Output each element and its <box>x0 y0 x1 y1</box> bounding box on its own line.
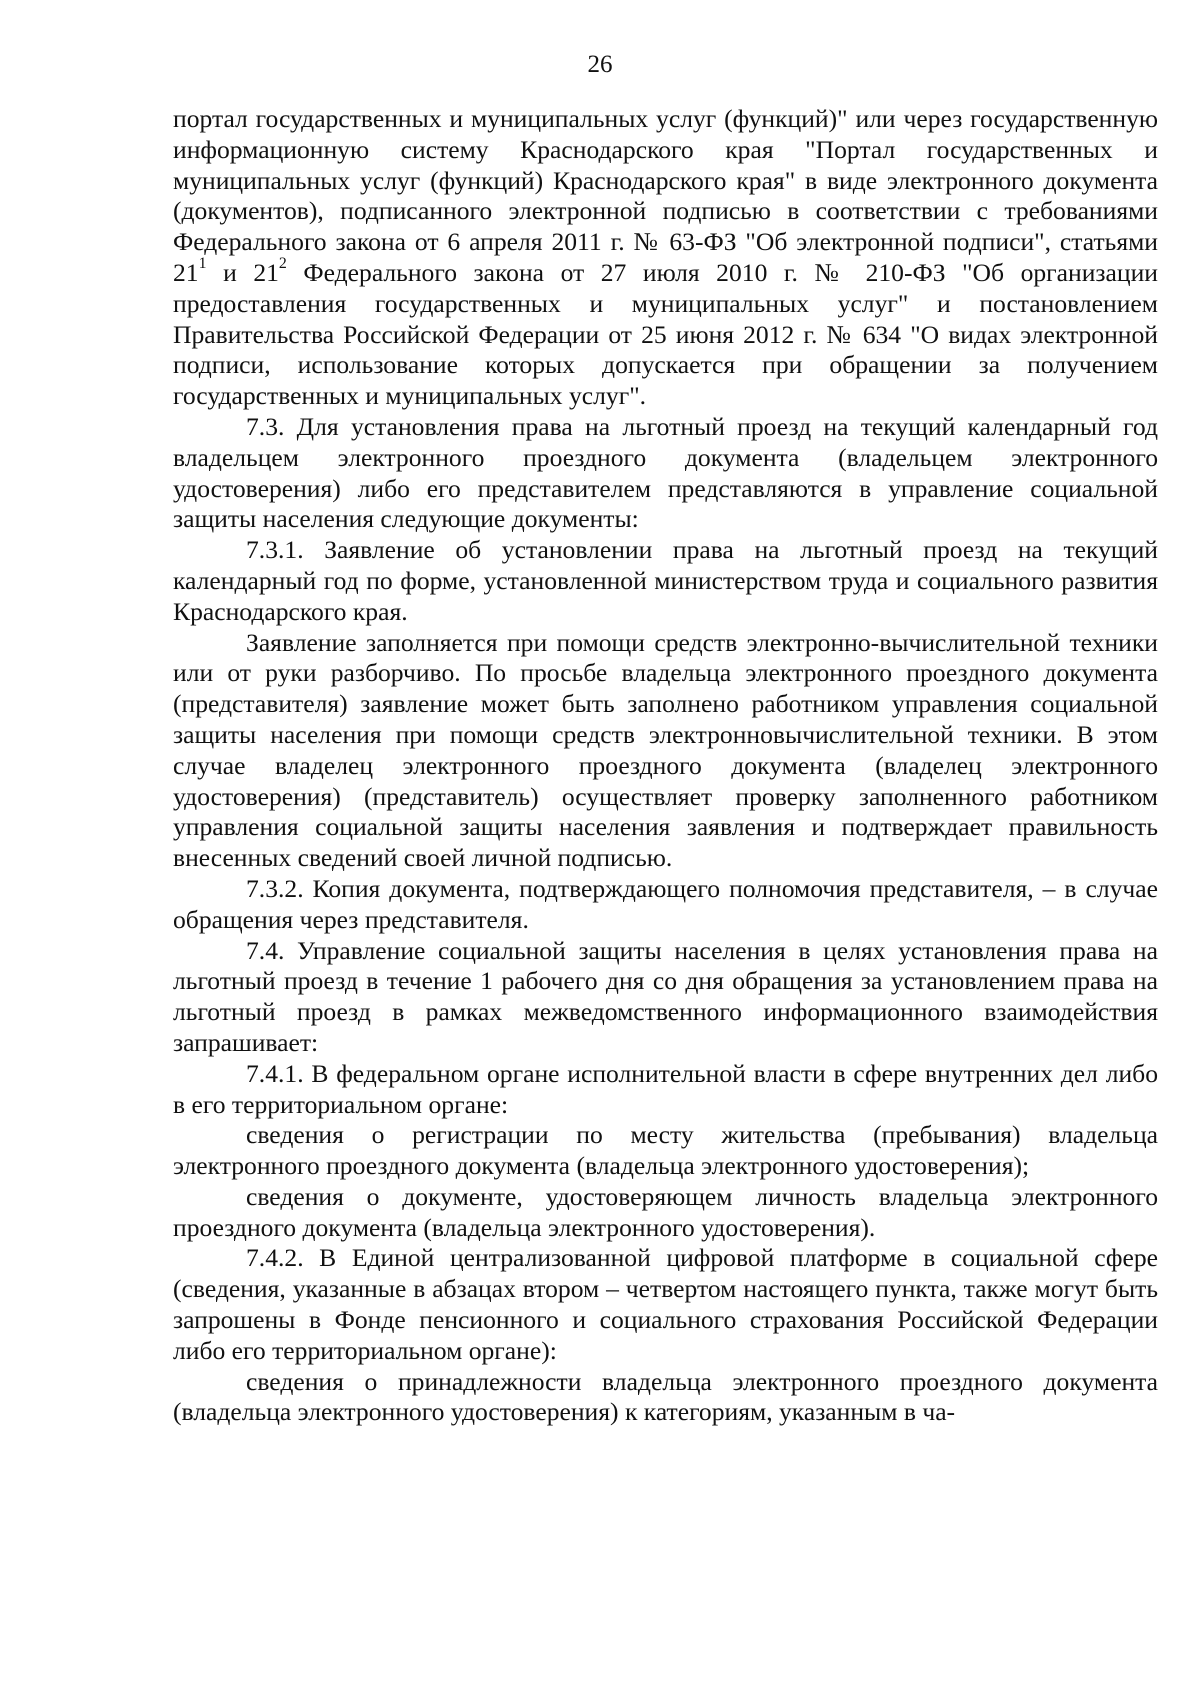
paragraph <box>173 1120 1158 1182</box>
paragraph <box>173 1182 1158 1244</box>
text-run: сведения о регистрации по месту жительства (пребывания) владельца электронного проездного документа (владельца электронного удостоверения); <box>173 1120 1158 1181</box>
paragraph <box>173 874 1158 936</box>
paragraph <box>173 628 1158 874</box>
body-text <box>173 104 1158 1428</box>
text-run: 7.3. Для установления права на льготный проезд на текущий календарный год владельцем электронного проездного документа (владельцем электронного удостоверения) либо его представителем представляются в управление социальной защиты населения следующие документы: <box>173 411 1158 534</box>
paragraph <box>173 104 1158 412</box>
text-run: и 21 <box>206 257 279 287</box>
text-run: 7.4.1. В федеральном органе исполнительной власти в сфере внутренних дел либо в его территориальном органе: <box>173 1058 1158 1119</box>
paragraph <box>173 1059 1158 1121</box>
page-number: 26 <box>587 51 613 78</box>
paragraph <box>173 1367 1158 1429</box>
paragraph <box>173 535 1158 627</box>
text-run: сведения о документе, удостоверяющем личность владельца электронного проездного документа (владельца электронного удостоверения). <box>173 1181 1158 1242</box>
text-run: Заявление заполняется при помощи средств электронно-вычислительной техники или от руки разборчиво. По просьбе владельца электронного проездного документа (представителя) заявление может быть заполнено работником управления социальной защиты населения при помощи средств электронновычислительной техники. В этом случае владелец электронного проездного документа (владелец электронного удостоверения) (представитель) осуществляет проверку заполненного работником управления социальной защиты населения заявления и подтверждает правильность внесенных сведений своей личной подписью. <box>173 627 1158 873</box>
paragraph <box>173 412 1158 535</box>
text-run: сведения о принадлежности владельца электронного проездного документа (владельца электронного удостоверения) к категориям, указанным в ча- <box>173 1366 1158 1427</box>
paragraph <box>173 1243 1158 1366</box>
paragraph <box>173 936 1158 1059</box>
superscript-index: 1 <box>198 255 207 273</box>
text-run: Федерального закона от 27 июля 2010 г. № 210-ФЗ "Об организации предоставления государственных и муниципальных услуг" и постановлением Правительства Российской Федерации от 25 июня 2012 г. № 634 "О видах электронной подписи, использование которых допускается при обращении за получением государственных и муниципальных услуг". <box>173 257 1158 411</box>
text-run: 7.3.1. Заявление об установлении права на льготный проезд на текущий календарный год по форме, установленной министерством труда и социального развития Краснодарского края. <box>173 535 1158 626</box>
text-run: портал государственных и муниципальных услуг (функций)" или через государственную информационную систему Краснодарского края "Портал государственных и муниципальных услуг (функций) Краснодарского края" в виде электронного документа (документов), подписанного электронной подписью в соответствии с требованиями Федерального закона от 6 апреля 2011 г. № 63-ФЗ "Об электронной подписи", статьями 21 <box>173 104 1158 287</box>
superscript-index: 2 <box>278 255 287 273</box>
text-run: 7.4. Управление социальной защиты населения в целях установления права на льготный проезд в течение 1 рабочего дня со дня обращения за установлением права на льготный проезд в рамках межведомственного информационного взаимодействия запрашивает: <box>173 935 1158 1057</box>
text-run: 7.4.2. В Единой централизованной цифровой платформе в социальной сфере (сведения, указанные в абзацах втором – четвертом настоящего пункта, также могут быть запрошены в Фонде пенсионного и социального страхования Российской Федерации либо его территориальном органе): <box>173 1243 1158 1365</box>
text-run: 7.3.2. Копия документа, подтверждающего полномочия представителя, – в случае обращения через представителя. <box>173 873 1158 934</box>
